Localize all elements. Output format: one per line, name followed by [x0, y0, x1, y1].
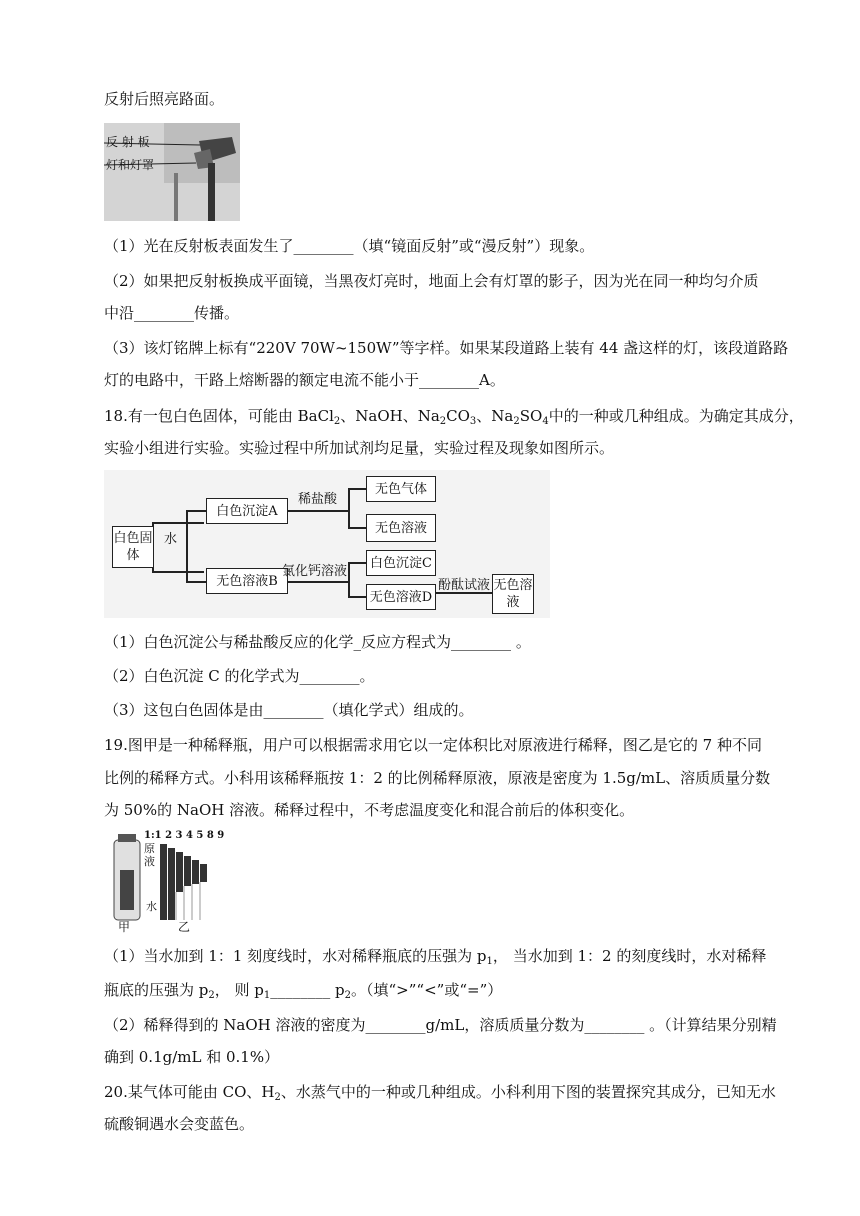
q18-1: （1）白色沉淀公与稀盐酸反应的化学_反应方程式为________ 。 — [104, 633, 531, 651]
q19-b: 比例的稀释方式。小科用该稀释瓶按 1：2 的比例稀释原液，原液是密度为 1.5g/mL、溶质质量分数 — [104, 769, 771, 787]
text-line: 反射后照亮路面。 — [104, 90, 225, 108]
q19-2b: 确到 0.1g/mL 和 0.1%） — [104, 1048, 280, 1066]
colorless-gas-box: 无色气体 — [366, 476, 436, 502]
final-solution-box: 无色溶液 — [492, 574, 534, 614]
dilution-bottle-figure — [104, 830, 225, 934]
precipitate-c-box: 白色沉淀C — [366, 550, 436, 576]
colorless-solution-box: 无色溶液 — [366, 514, 436, 542]
lamp-figure — [104, 123, 240, 221]
white-solid-box: 白色固体 — [112, 526, 154, 568]
flow-chart — [104, 470, 550, 618]
water-label: 水 — [164, 532, 178, 547]
water-mark-label: 水 — [146, 900, 157, 913]
q19-c: 为 50%的 NaOH 溶液。稀释过程中，不考虑温度变化和混合前后的体积变化。 — [104, 801, 635, 819]
solution-d-box: 无色溶液D — [366, 584, 436, 610]
reflector-label: 反 射 板 — [106, 135, 150, 149]
q17-2b: 中沿________传播。 — [104, 304, 240, 322]
q17-3a: （3）该灯铭牌上标有“220V 70W~150W”等字样。如果某段道路上装有 44 盏这样的灯，该段道路路 — [104, 339, 789, 357]
q17-1: （1）光在反射板表面发生了________（填“镜面反射”或“漫反射”）现象。 — [104, 237, 595, 255]
q19-2a: （2）稀释得到的 NaOH 溶液的密度为________g/mL，溶质质量分数为________ 。（计算结果分别精 — [104, 1016, 777, 1034]
q20-b: 硫酸铜遇水会变蓝色。 — [104, 1115, 255, 1133]
q18-3: （3）这包白色固体是由________（填化学式）组成的。 — [104, 701, 474, 719]
q18-b: 实验小组进行实验。实验过程中所加试剂均足量，实验过程及现象如图所示。 — [104, 439, 615, 457]
q19-a: 19.图甲是一种稀释瓶，用户可以根据需求用它以一定体积比对原液进行稀释，图乙是它的 7 种不同 — [104, 736, 762, 754]
q19-1b: 瓶底的压强为 $p_2$， 则 $p_1\_\_\_\_\_\_\_\_$ $p_2$。（填“>”“<”或“=”） — [104, 981, 503, 1001]
lamp-shade-label: 灯和灯罩 — [106, 158, 155, 172]
phenolphthalein-label: 酚酞试液 — [438, 578, 491, 593]
q20-a: 20.某气体可能由 CO、$H_2$、水蒸气中的一种或几种组成。小科利用下图的装置探究其成分，已知无水 — [104, 1083, 776, 1103]
hcl-label: 稀盐酸 — [298, 492, 338, 507]
q18-2: （2）白色沉淀 C 的化学式为________。 — [104, 667, 375, 685]
precipitate-a-box: 白色沉淀A — [206, 498, 288, 524]
original-liquid-label: 原液 — [144, 842, 155, 868]
scale-label: 1:1 2 3 4 5 8 9 — [144, 830, 225, 841]
fig-jia-label: 甲 — [118, 920, 131, 934]
q17-3b: 灯的电路中，干路上熔断器的额定电流不能小于________A。 — [104, 371, 505, 389]
fig-yi-label: 乙 — [178, 920, 191, 934]
q18-a: 18.有一包白色固体，可能由 BaCl$_2$、NaOH、$Na_2CO_3$、$Na_2SO_4$中的一种或几种组成。为确定其成分， — [104, 407, 804, 427]
q17-2a: （2）如果把反射板换成平面镜，当黑夜灯亮时，地面上会有灯罩的影子，因为光在同一种均匀介质 — [104, 272, 759, 290]
q19-1a: （1）当水加到 1：1 刻度线时，水对稀释瓶底的压强为 $p_1$， 当水加到 1：2 的刻度线时，水对稀释 — [104, 947, 767, 967]
solution-b-box: 无色溶液B — [206, 568, 288, 594]
cacl2-label: 氯化钙溶液 — [282, 564, 348, 579]
